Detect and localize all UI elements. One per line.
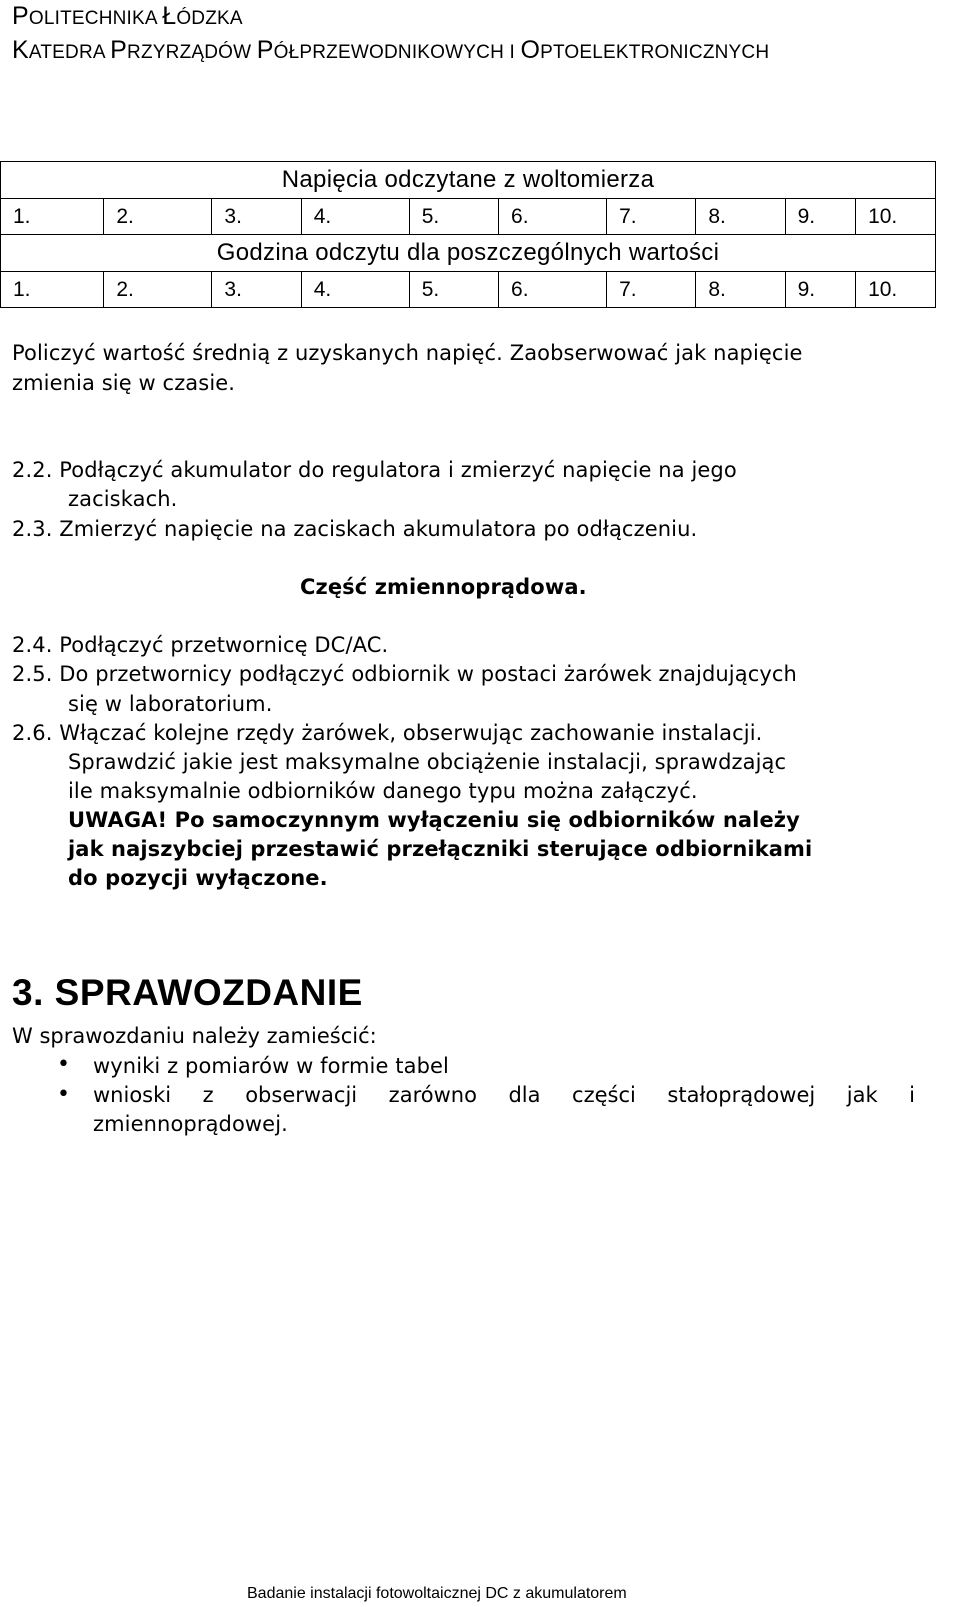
table-cell: 5. bbox=[409, 272, 498, 308]
table-cell: 2. bbox=[104, 199, 212, 235]
warning-line1: UWAGA! Po samoczynnym wyłączeniu się odbiorników należy bbox=[68, 808, 800, 832]
smallcaps-initial: P bbox=[110, 36, 128, 64]
table-cell: 2. bbox=[104, 272, 212, 308]
table-cell: 6. bbox=[499, 199, 607, 235]
bullet-icon: • bbox=[57, 1082, 70, 1107]
report-item-1: wyniki z pomiarów w formie tabel bbox=[93, 1054, 449, 1078]
smallcaps-initial: Ł bbox=[162, 2, 177, 30]
smallcaps-rest: ÓDZKA bbox=[176, 8, 243, 29]
table-cell: 1. bbox=[1, 272, 104, 308]
report-item-2-line2: zmiennoprądowej. bbox=[93, 1112, 288, 1136]
table-cell: 4. bbox=[301, 272, 409, 308]
step-2-5-line1: 2.5. Do przetwornicy podłączyć odbiornik w postaci żarówek znajdujących bbox=[12, 662, 797, 686]
table-cell: 10. bbox=[856, 199, 936, 235]
table-cell: 3. bbox=[212, 199, 301, 235]
table-cell: 9. bbox=[785, 272, 855, 308]
ac-section-heading: Część zmiennoprądowa. bbox=[300, 575, 587, 599]
mean-instruction-line2: zmienia się w czasie. bbox=[12, 371, 236, 395]
smallcaps-initial: P bbox=[12, 2, 29, 30]
smallcaps-rest: ÓŁPRZEWODNIKOWYCH I bbox=[273, 42, 521, 63]
smallcaps-initial: P bbox=[256, 36, 274, 64]
measurement-table bbox=[0, 161, 936, 308]
table-cell: 8. bbox=[696, 199, 785, 235]
table-cell: 7. bbox=[607, 199, 696, 235]
check-line1: Sprawdzić jakie jest maksymalne obciążenie instalacji, sprawdzając bbox=[68, 750, 787, 774]
smallcaps-initial: O bbox=[520, 36, 541, 64]
time-caption: Godzina odczytu dla poszczególnych wartości bbox=[1, 235, 936, 272]
smallcaps-rest: RZYRZĄDÓW bbox=[127, 42, 257, 63]
report-item-2-line1: wnioski z obserwacji zarówno dla części stałoprądowej jak i bbox=[93, 1083, 915, 1107]
smallcaps-initial: K bbox=[12, 36, 29, 64]
smallcaps-rest: PTOELEKTRONICZNYCH bbox=[540, 42, 770, 63]
step-2-3: 2.3. Zmierzyć napięcie na zaciskach akumulatora po odłączeniu. bbox=[12, 517, 698, 541]
table-cell: 4. bbox=[301, 199, 409, 235]
table-cell: 3. bbox=[212, 272, 301, 308]
warning-line2: jak najszybciej przestawić przełączniki sterujące odbiornikami bbox=[68, 837, 813, 861]
table-cell: 7. bbox=[607, 272, 696, 308]
table-cell: 1. bbox=[1, 199, 104, 235]
report-lead: W sprawozdaniu należy zamieścić: bbox=[12, 1024, 377, 1048]
voltage-caption: Napięcia odczytane z woltomierza bbox=[1, 162, 936, 199]
step-2-4: 2.4. Podłączyć przetwornicę DC/AC. bbox=[12, 633, 389, 657]
table-cell: 5. bbox=[409, 199, 498, 235]
table-cell: 8. bbox=[696, 272, 785, 308]
step-2-6: 2.6. Włączać kolejne rzędy żarówek, obserwując zachowanie instalacji. bbox=[12, 721, 763, 745]
step-2-5-line2: się w laboratorium. bbox=[68, 692, 273, 716]
warning-line3: do pozycji wyłączone. bbox=[68, 866, 328, 890]
bullet-icon: • bbox=[57, 1052, 70, 1077]
step-2-2-line2: zaciskach. bbox=[68, 487, 178, 511]
mean-instruction-line1: Policzyć wartość średnią z uzyskanych napięć. Zaobserwować jak napięcie bbox=[12, 341, 803, 365]
check-line2: ile maksymalnie odbiorników danego typu można załączyć. bbox=[68, 779, 698, 803]
table-cell: 6. bbox=[499, 272, 607, 308]
institution-name bbox=[12, 2, 243, 31]
table-cell: 9. bbox=[785, 199, 855, 235]
smallcaps-rest: OLITECHNIKA bbox=[28, 8, 163, 29]
table-cell: 10. bbox=[856, 272, 936, 308]
department-name bbox=[12, 36, 769, 65]
smallcaps-rest: ATEDRA bbox=[28, 42, 111, 63]
step-2-2-line1: 2.2. Podłączyć akumulator do regulatora i zmierzyć napięcie na jego bbox=[12, 458, 737, 482]
page-footer: Badanie instalacji fotowoltaicznej DC z akumulatorem bbox=[247, 1585, 627, 1602]
report-heading: 3. SPRAWOZDANIE bbox=[12, 972, 363, 1013]
